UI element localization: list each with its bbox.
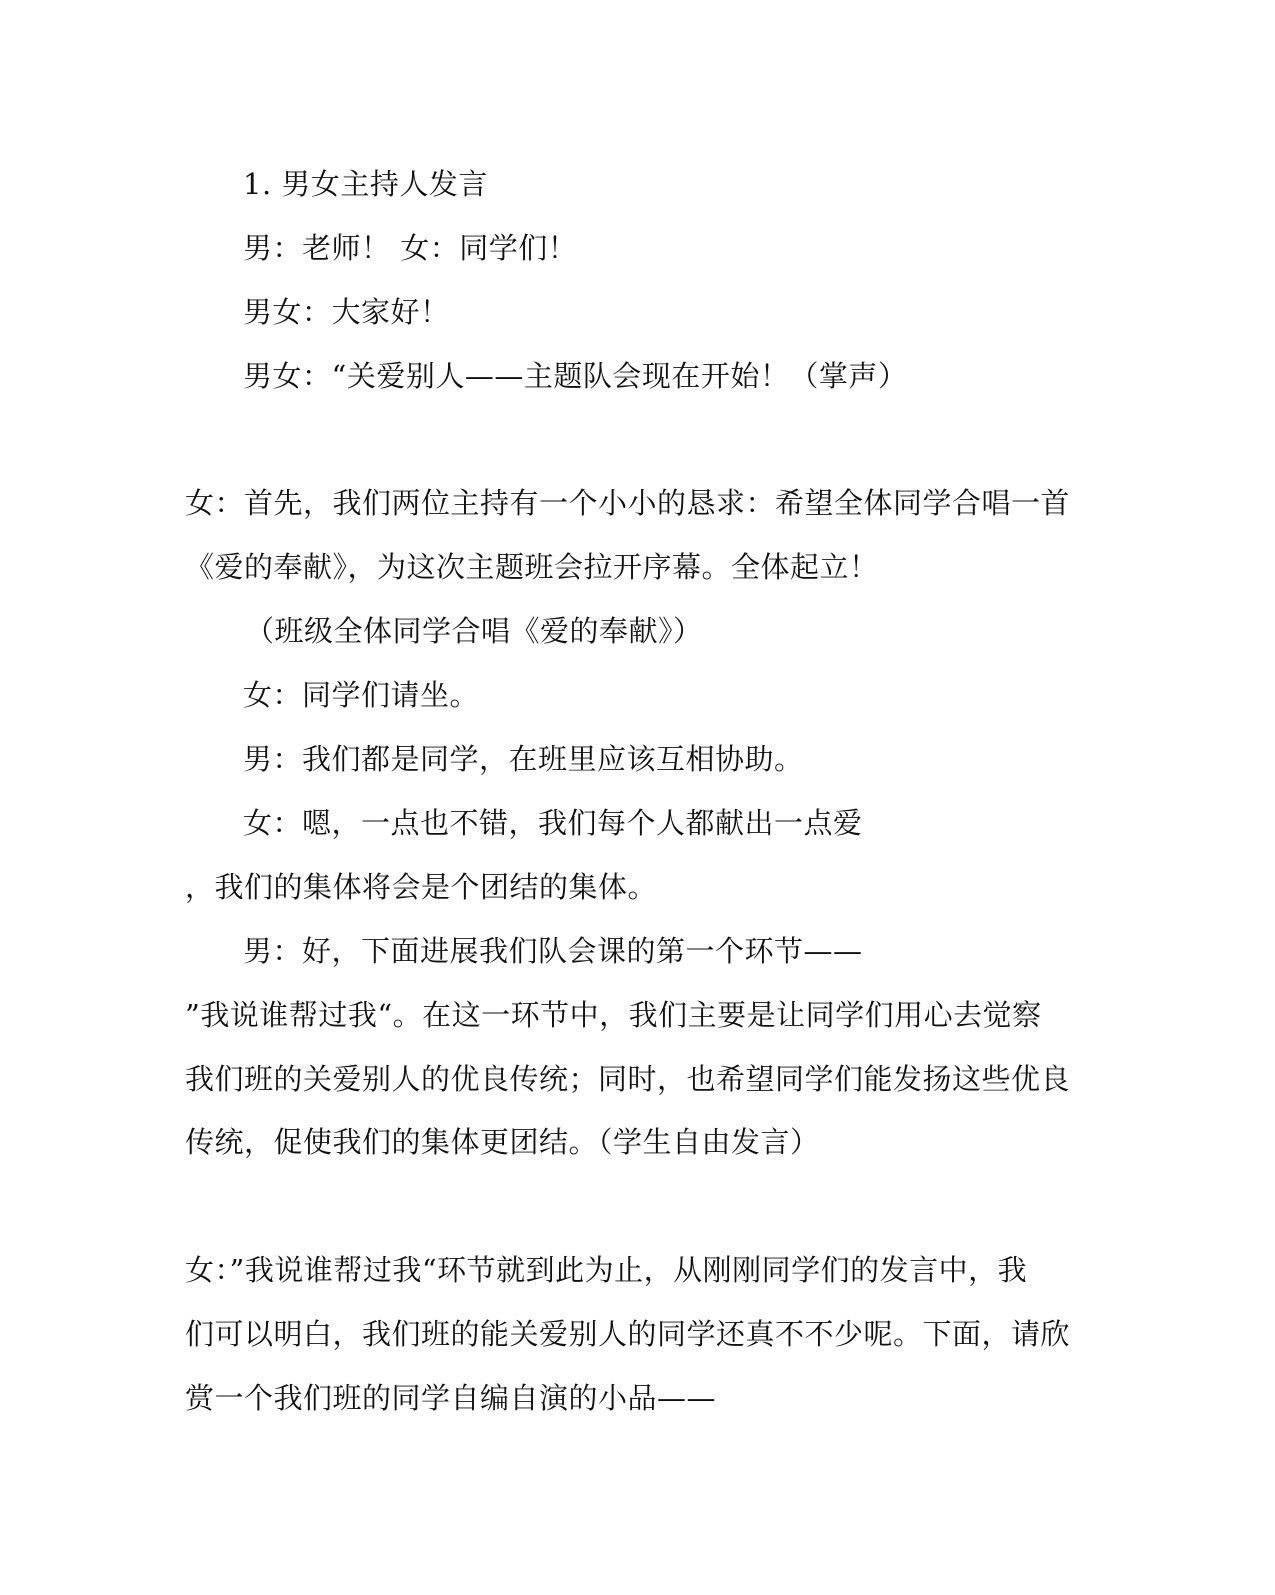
paragraph-line: 传统，促使我们的集体更团结。（学生自由发言） <box>185 1125 820 1159</box>
paragraph-line: 女：首先，我们两位主持有一个小小的恳求：希望全体同学合唱一首 <box>185 486 1071 520</box>
paragraph-line: 男：老师！ 女：同学们！ <box>243 231 578 265</box>
paragraph-line: 赏一个我们班的同学自编自演的小品—— <box>185 1381 717 1415</box>
paragraph-line: 男女：“关爱别人——主题队会现在开始！（掌声） <box>243 359 908 393</box>
paragraph-line: 《爱的奉献》，为这次主题班会拉开序幕。全体起立！ <box>185 550 879 584</box>
paragraph-line: ”我说谁帮过我“。在这一环节中，我们主要是让同学们用心去觉察 <box>185 998 1042 1032</box>
paragraph-line: （班级全体同学合唱《爱的奉献》） <box>245 614 703 648</box>
paragraph-line: 们可以明白，我们班的能关爱别人的同学还真不不少呢。下面，请欣 <box>185 1317 1071 1351</box>
paragraph-line: 我们班的关爱别人的优良传统；同时，也希望同学们能发扬这些优良 <box>185 1062 1071 1096</box>
paragraph-line: ，我们的集体将会是个团结的集体。 <box>185 870 658 904</box>
paragraph-line: 男：我们都是同学，在班里应该互相协助。 <box>243 742 804 776</box>
paragraph-line: 男女：大家好！ <box>243 295 450 329</box>
paragraph-line: 女：嗯，一点也不错，我们每个人都献出一点爱 <box>243 806 863 840</box>
paragraph-line: 1. 男女主持人发言 <box>243 167 488 201</box>
paragraph-line: 女：”我说谁帮过我“环节就到此为止，从刚刚同学们的发言中，我 <box>185 1253 1028 1287</box>
paragraph-line: 男：好，下面进展我们队会课的第一个环节—— <box>243 934 863 968</box>
paragraph-line: 女：同学们请坐。 <box>243 678 480 712</box>
